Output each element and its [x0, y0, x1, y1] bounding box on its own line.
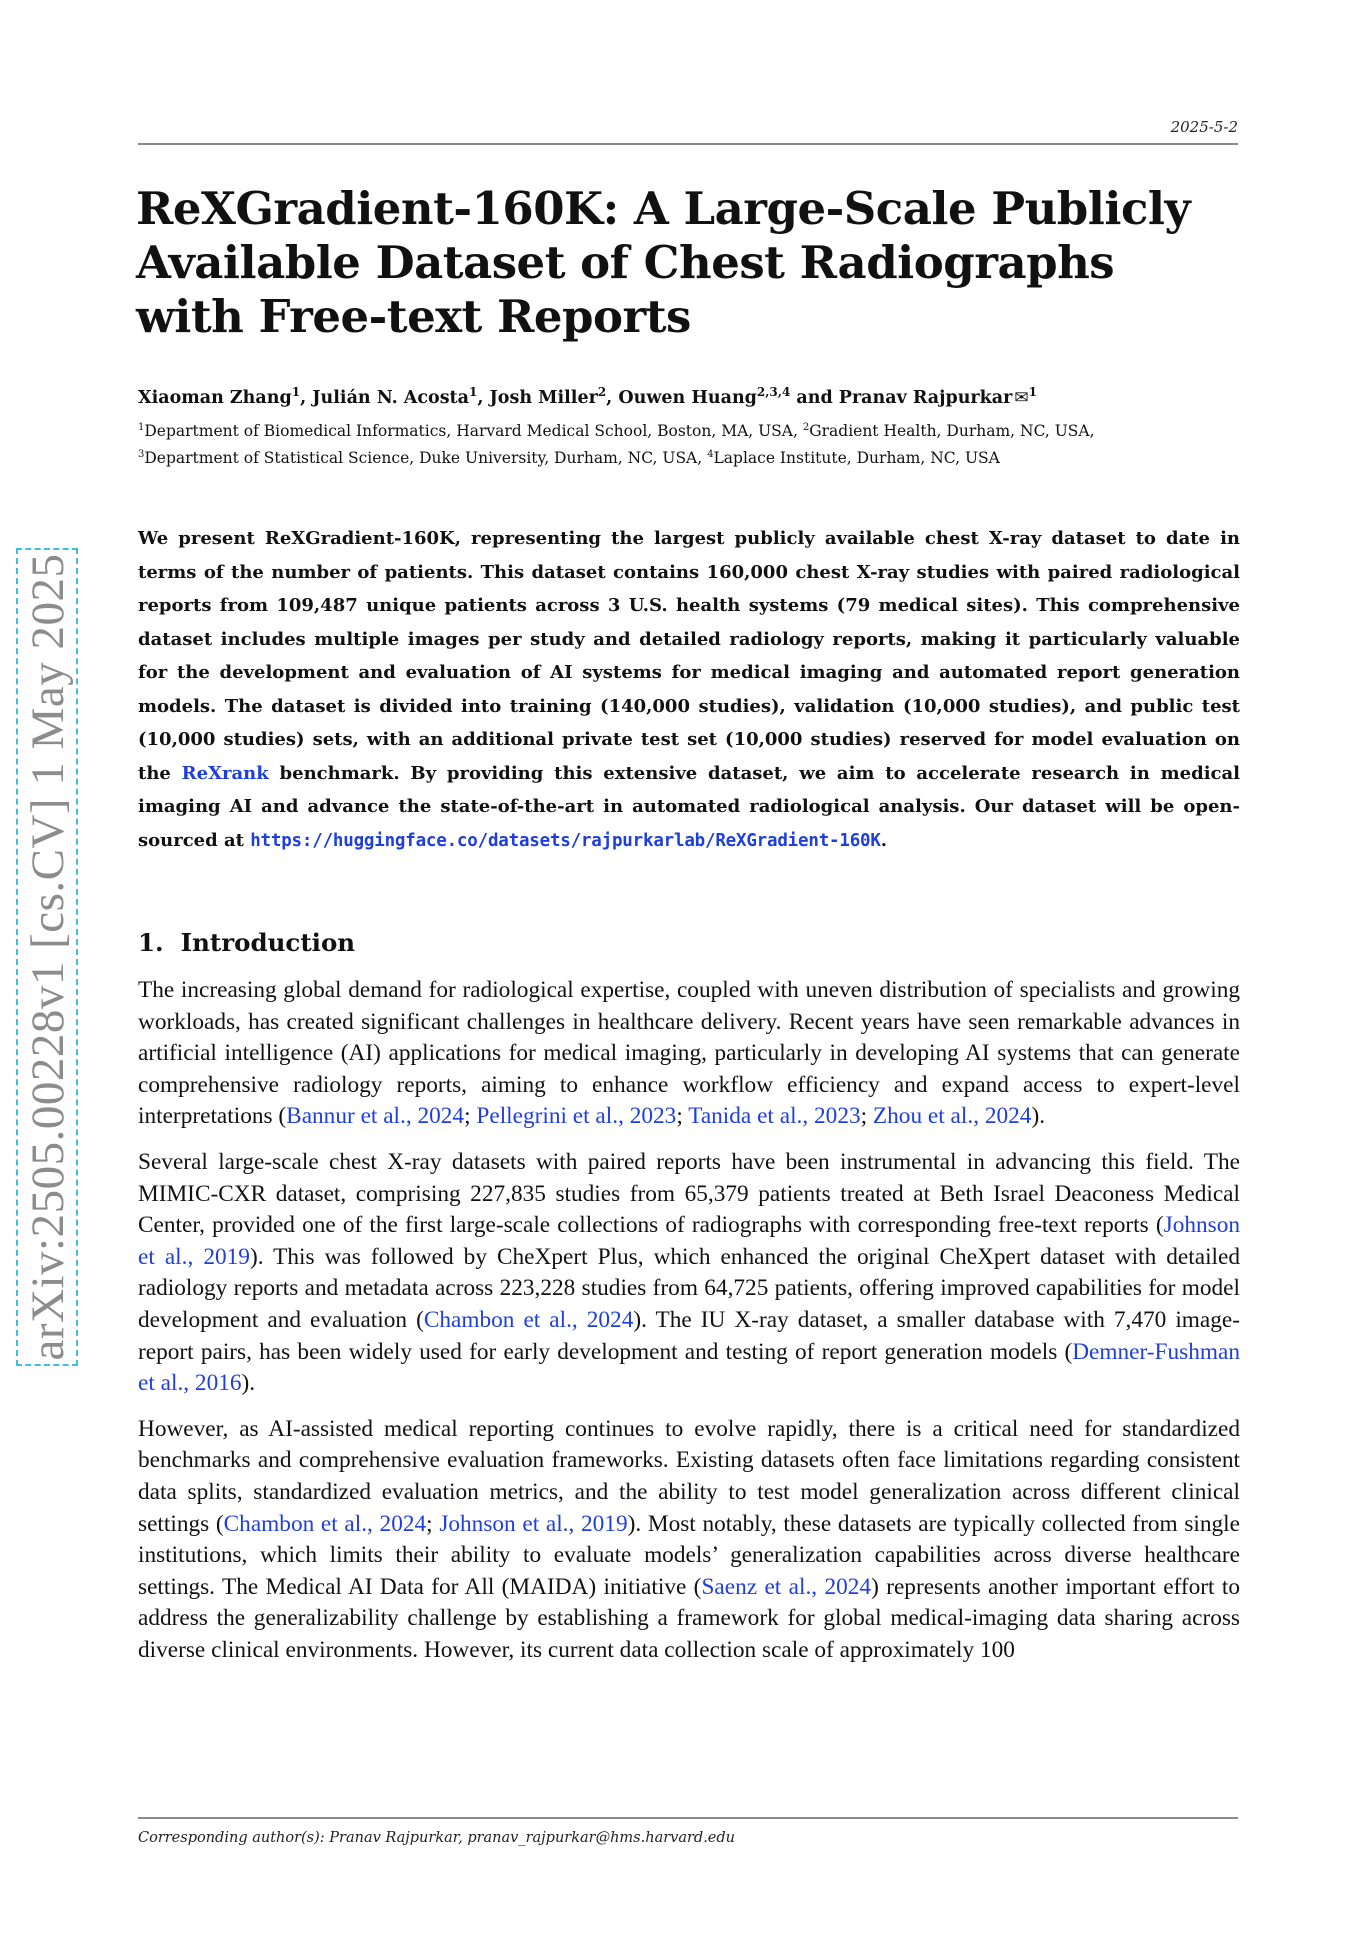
author-name: Josh Miller — [489, 387, 598, 408]
paragraph-text: ). — [1031, 1103, 1046, 1130]
author-name: Xiaoman Zhang — [138, 387, 292, 408]
citation-link[interactable]: Chambon et al., 2024 — [423, 1306, 634, 1333]
affiliation-line — [138, 443, 1238, 470]
citation-link[interactable]: Bannur et al., 2024 — [286, 1103, 465, 1130]
author-affiliation-mark: 1 — [468, 385, 478, 399]
paragraph-text: ) represents another important effort to address the generalizability challenge by establishing a framework for global medical-imaging data sharing across diverse clinical environments. However, its current data collection scale of approximately 100 — [138, 1573, 1241, 1663]
affiliation-line — [138, 416, 1238, 443]
affiliation-text: Laplace Institute, Durham, NC, USA — [713, 449, 1000, 468]
author-separator: , — [606, 387, 619, 408]
citation-separator: ; — [426, 1510, 440, 1537]
author-name: Julián N. Acosta — [312, 387, 469, 408]
affiliation-text: Department of Statistical Science, Duke University, Durham, NC, USA, — [144, 449, 708, 468]
author-name: Ouwen Huang — [618, 387, 757, 408]
paragraph-text: ). — [241, 1370, 256, 1397]
paragraph — [138, 1414, 1240, 1667]
citation-link[interactable]: Tanida et al., 2023 — [688, 1103, 861, 1130]
author-separator: and — [790, 387, 839, 408]
affiliations — [138, 416, 1238, 470]
introduction-body — [138, 975, 1240, 1680]
header-rule — [138, 143, 1238, 145]
author-separator: , — [300, 387, 313, 408]
envelope-icon: ✉ — [1014, 387, 1029, 408]
paragraph-text: However, as AI-assisted medical reporting continues to evolve rapidly, there is a critical need for standardized benchmarks and comprehensive evaluation frameworks. Existing datasets often face limitations regarding consistent data splits, standardized evaluation metrics, and the ability to test model generalization across different clinical settings ( — [138, 1415, 1240, 1537]
abstract-text: We present ReXGradient-160K, representing the largest publicly available chest X-ray dataset to date in terms of the number of patients. This dataset contains 160,000 chest X-ray studies with paired radiological reports from 109,487 unique patients across 3 U.S. health systems (79 medical sites). This comprehensive dataset includes multiple images per study and detailed radiology reports, making it particularly valuable for the development and evaluation of AI systems for medical imaging and automated report generation models. The dataset is divided into training (140,000 studies), validation (10,000 studies), and public test (10,000 studies) sets, with an additional private test set (10,000 studies) reserved for model evaluation on the — [138, 528, 1240, 784]
affiliation-mark: 1 — [138, 422, 145, 433]
paragraph — [138, 975, 1240, 1133]
paragraph-text: Several large-scale chest X-ray datasets with paired reports have been instrumental in advancing this field. The MIMIC-CXR dataset, comprising 227,835 studies from 65,379 patients treated at Beth Israel Deaconess Medical Center, provided one of the first large-scale collections of radiographs with corresponding free-text reports ( — [138, 1148, 1240, 1239]
citation-separator: ; — [860, 1103, 873, 1130]
citation-separator: ; — [676, 1103, 689, 1130]
paragraph-text: ). Most notably, these datasets are typically collected from single institutions, which limits their ability to evaluate models’ generalization capabilities across diverse healthcare settings. The Medical AI Data for All (MAIDA) initiative ( — [138, 1510, 1240, 1600]
citation-separator: ; — [464, 1103, 477, 1130]
author-affiliation-mark: 2 — [597, 385, 607, 399]
citation-link[interactable]: Chambon et al., 2024 — [223, 1510, 427, 1537]
rexrank-link[interactable]: ReXrank — [181, 762, 269, 784]
paper-title: ReXGradient-160K: A Large-Scale Publicly Available Dataset of Chest Radiographs with Free-text Reports — [136, 182, 1191, 343]
affiliation-text: Gradient Health, Durham, NC, USA, — [809, 422, 1095, 441]
citation-link[interactable]: Zhou et al., 2024 — [872, 1103, 1032, 1130]
affiliation-mark: 3 — [138, 449, 145, 461]
author-affiliation-mark: 1 — [291, 385, 301, 399]
author-affiliation-mark: 2,3,4 — [756, 385, 791, 399]
arxiv-identifier: arXiv:2505.00228v1 [cs.CV] 1 May 2025 — [22, 553, 74, 1361]
abstract-text: . — [880, 829, 887, 851]
section-heading — [138, 928, 355, 957]
dataset-url-link[interactable]: https://huggingface.co/datasets/rajpurkarlab/ReXGradient-160K — [250, 830, 881, 851]
paragraph-text: ). This was followed by CheXpert Plus, which enhanced the original CheXpert dataset with detailed radiology reports and metadata across 223,228 studies from 64,725 patients, offering improved capabilities for model development and evaluation ( — [138, 1243, 1240, 1333]
citation-link[interactable]: Demner-Fushman et al., 2016 — [138, 1338, 1240, 1397]
section-title: Introduction — [180, 928, 356, 957]
citation-link[interactable]: Johnson et al., 2019 — [138, 1212, 1240, 1270]
affiliation-mark: 2 — [802, 422, 810, 433]
paragraph-text: The increasing global demand for radiological expertise, coupled with uneven distribution of specialists and growing workloads, has created significant challenges in healthcare delivery. Recent years have seen remarkable advances in artificial intelligence (AI) applications for medical imaging, particularly in developing AI systems that can generate comprehensive radiology reports, aiming to enhance workflow efficiency and expand access to expert-level interpretations ( — [138, 977, 1240, 1130]
section-number: 1. — [138, 928, 164, 957]
abstract — [138, 522, 1240, 858]
corresponding-author-note: Corresponding author(s): Pranav Rajpurkar, pranav_rajpurkar@hms.harvard.edu — [138, 1830, 735, 1846]
author-separator: , — [477, 387, 490, 408]
author-name: Pranav Rajpurkar — [838, 387, 1013, 408]
author-list — [138, 385, 1238, 408]
footer-rule — [138, 1817, 1238, 1819]
paragraph-text: ). The IU X-ray dataset, a smaller database with 7,470 image-report pairs, has been widely used for early development and testing of report generation models ( — [138, 1306, 1240, 1365]
author-affiliation-mark: 1 — [1028, 385, 1037, 399]
citation-link[interactable]: Pellegrini et al., 2023 — [476, 1103, 677, 1130]
affiliation-text: Department of Biomedical Informatics, Harvard Medical School, Boston, MA, USA, — [144, 422, 803, 441]
abstract-text: benchmark. By providing this extensive dataset, we aim to accelerate research in medical imaging AI and advance the state-of-the-art in automated radiological analysis. Our dataset will be open-sourced at — [138, 762, 1240, 851]
citation-link[interactable]: Saenz et al., 2024 — [701, 1573, 872, 1600]
publication-date: 2025-5-2 — [1170, 118, 1238, 136]
paragraph — [138, 1147, 1240, 1400]
citation-link[interactable]: Johnson et al., 2019 — [439, 1510, 628, 1537]
affiliation-mark: 4 — [707, 449, 714, 461]
